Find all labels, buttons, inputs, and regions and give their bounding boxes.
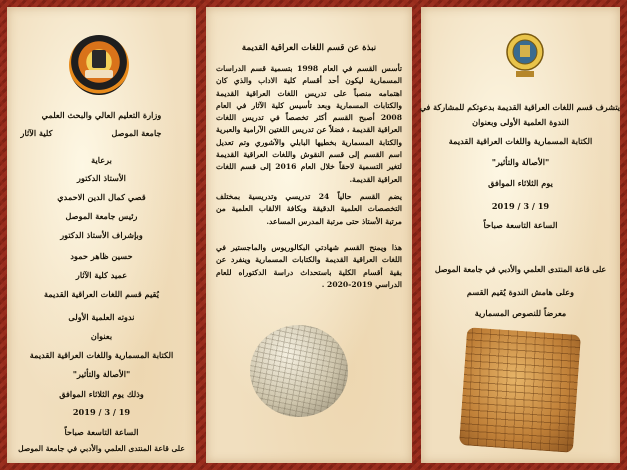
invite-title: الكتابة المسمارية واللغات العراقية القديمة — [448, 136, 593, 146]
patronage-line: برعاية — [91, 155, 112, 165]
president-name: قصي كمال الدين الاحمدي — [57, 192, 146, 202]
exhibit-line-2: معرضاً للنصوص المسمارية — [474, 308, 567, 318]
cuneiform-tablet-image — [459, 327, 581, 453]
university-line: جامعة الموصل — [111, 128, 162, 138]
exhibit-line-1: وعلى هامش الندوة يُقيم القسم — [466, 287, 575, 297]
invite-line-1: يتشرف قسم اللغات العراقية القديمة بدعوتكم للمشاركة في — [419, 102, 620, 112]
time-line: الساعة التاسعة صباحاً — [64, 427, 139, 437]
middle-panel — [206, 7, 412, 463]
cuneiform-sphere-image — [250, 325, 348, 417]
mosul-university-logo — [69, 35, 129, 95]
about-paragraph-2: يضم القسم حالياً 24 تدريسي وتدريسية بمختلف التخصصات العلمية الدقيقة وبكافة الالقاب العلمية من مرتبة الأستاذ حتى مرتبة المدرس المساعد. — [216, 192, 402, 226]
right-panel — [421, 7, 620, 463]
invite-day: يوم الثلاثاء الموافق — [488, 178, 553, 188]
supervision-line: وبإشراف الأستاذ الدكتور — [60, 230, 143, 240]
day-line: وذلك يوم الثلاثاء الموافق — [59, 389, 144, 399]
titled-line: بعنوان — [90, 331, 113, 341]
symposium-title: الكتابة المسمارية واللغات العراقية القديمة — [29, 350, 174, 360]
invite-line-2: الندوة العلمية الأولى وبعنوان — [472, 117, 569, 127]
about-title: نبذة عن قسم اللغات العراقية القديمة — [241, 43, 377, 53]
invite-venue: على قاعة المنتدى العلمي والأدبي في جامعة الموصل — [434, 265, 607, 274]
invite-date: 2019 / 3 / 19 — [491, 201, 550, 211]
ministry-line: وزارة التعليم العالي والبحث العلمي — [41, 110, 162, 120]
dean-name: حسين ظاهر حمود — [70, 251, 133, 261]
prof-line: الأستاذ الدكتور — [77, 173, 126, 183]
about-paragraph-1: تأسس القسم في العام 1998 بتسمية قسم الدراسات المسمارية ليكون أحد أقسام كلية الاداب والذي كان اهتمامه منصباً على تدريس اللغات العراقية القديمة والكتابات المسمارية وبعد تأسيس كلية الآثار في العام 2008 أصبح القسم أكثر تخصصاً في تدريس اللغات العراقية القديمة ، فضلاً عن تدريس اللغتين الآرامية والعبرية والكتابة المسمارية بخطيها البابلي والآشوري وتم تعديل اسم القسم إلى قسم النقوش واللغات العراقية القديمة لتغير التسمية لاحقاً خلال العام 2016 إلى قسم اللغات العراقية القديمة. — [216, 64, 402, 184]
college-line: كلية الآثار — [20, 128, 53, 138]
invite-time: الساعة التاسعة صباحاً — [483, 220, 558, 230]
date-line: 2019 / 3 / 19 — [72, 407, 131, 417]
venue-line: على قاعة المنتدى العلمي والأدبي في جامعة الموصل — [18, 444, 185, 453]
invite-subtitle: "الأصالة والتأثير" — [491, 157, 550, 167]
dean-title: عميد كلية الآثار — [75, 270, 128, 280]
symposium-subtitle: "الأصالة والتأثير" — [72, 369, 131, 379]
president-title: رئيس جامعة الموصل — [65, 211, 138, 221]
symposium-line: ندوته العلمية الأولى — [68, 312, 135, 322]
department-line: يُقيم قسم اللغات العراقية القديمة — [44, 289, 159, 299]
college-archaeology-logo — [506, 33, 544, 79]
left-panel — [7, 7, 196, 463]
about-paragraph-3: هذا ويمنح القسم شهادتي البكالوريوس والماجستير في اللغات العراقية القديمة والكتابات المسمارية وينفرد عن بقية أقسام الكلية باستحداث دراسة الدكتوراه للعام الدراسي 2019-2020 . — [216, 243, 402, 289]
